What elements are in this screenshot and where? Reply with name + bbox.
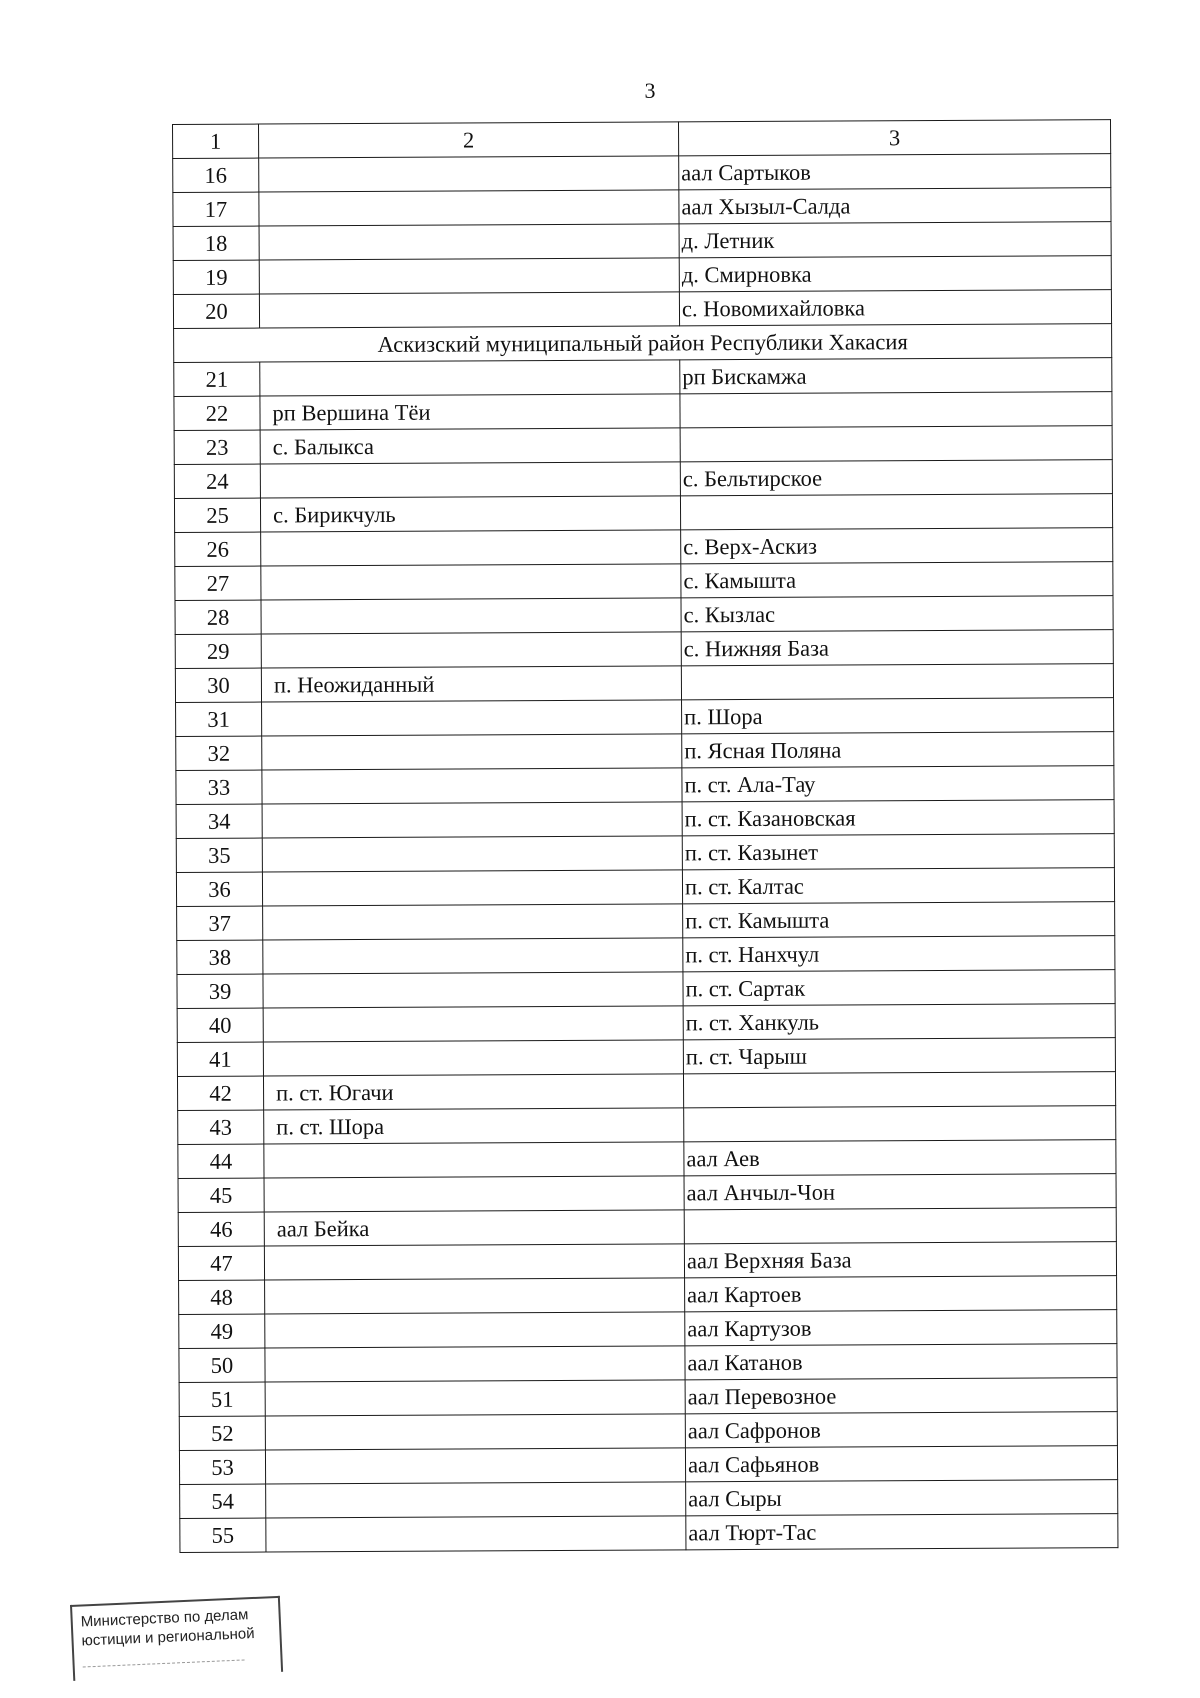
settlement-col2-cell: п. Неожиданный bbox=[261, 666, 681, 702]
row-number-cell: 43 bbox=[178, 1110, 264, 1144]
settlement-col3-cell: п. ст. Нанхчул bbox=[683, 936, 1115, 972]
table-row bbox=[178, 1208, 1116, 1247]
stamp-faint-line bbox=[82, 1649, 244, 1667]
settlement-col2-cell bbox=[263, 972, 683, 1008]
row-number-cell: 32 bbox=[176, 736, 262, 770]
settlement-col2-cell bbox=[265, 1278, 685, 1314]
settlement-col3-cell: с. Кызлас bbox=[681, 596, 1113, 632]
settlement-col3-cell: аал Хызыл-Салда bbox=[679, 188, 1111, 224]
row-number-cell: 45 bbox=[178, 1178, 264, 1212]
row-number-cell: 23 bbox=[174, 430, 260, 464]
table-row bbox=[173, 290, 1111, 329]
table-row bbox=[177, 902, 1115, 941]
settlement-col2-cell bbox=[261, 598, 681, 634]
page-number: 3 bbox=[644, 78, 656, 103]
table-row bbox=[175, 630, 1113, 669]
row-number-cell: 36 bbox=[176, 872, 262, 906]
settlement-col2-cell: с. Бирикчуль bbox=[260, 496, 680, 532]
settlement-col3-cell: с. Верх-Аскиз bbox=[681, 528, 1113, 564]
settlement-col2-cell: аал Бейка bbox=[264, 1210, 684, 1246]
settlement-col2-cell bbox=[265, 1414, 685, 1450]
row-number-cell: 38 bbox=[177, 940, 263, 974]
table-row bbox=[175, 664, 1113, 703]
settlement-col3-cell: п. ст. Казановская bbox=[682, 800, 1114, 836]
settlement-col2-cell bbox=[261, 564, 681, 600]
settlement-col3-cell: аал Перевозное bbox=[685, 1378, 1117, 1414]
row-number-cell: 42 bbox=[177, 1076, 263, 1110]
stamp-line-2: юстиции и региональной bbox=[81, 1624, 255, 1650]
table-row bbox=[174, 392, 1112, 431]
settlement-col3-cell: с. Камышта bbox=[681, 562, 1113, 598]
ministry-stamp bbox=[70, 1596, 283, 1681]
table-row bbox=[179, 1378, 1117, 1417]
row-number-cell: 53 bbox=[179, 1450, 265, 1484]
settlement-col3-cell: п. ст. Калтас bbox=[682, 868, 1114, 904]
table-row bbox=[173, 222, 1111, 261]
settlement-col3-cell: п. Ясная Поляна bbox=[682, 732, 1114, 768]
row-number-cell: 34 bbox=[176, 804, 262, 838]
row-number-cell: 49 bbox=[179, 1314, 265, 1348]
settlement-col2-cell bbox=[262, 734, 682, 770]
table-row bbox=[179, 1310, 1117, 1349]
settlement-col3-cell: п. Шора bbox=[682, 698, 1114, 734]
settlement-col3-cell bbox=[680, 392, 1112, 428]
settlement-col2-cell bbox=[262, 700, 682, 736]
settlement-col2-cell bbox=[266, 1482, 686, 1518]
settlement-col3-cell: п. ст. Сартак bbox=[683, 970, 1115, 1006]
settlement-col2-cell bbox=[259, 292, 679, 328]
table-row bbox=[173, 256, 1111, 295]
table-row bbox=[179, 1412, 1117, 1451]
settlement-col2-cell bbox=[262, 836, 682, 872]
row-number-cell: 20 bbox=[173, 294, 259, 328]
header-cell-2: 2 bbox=[259, 122, 679, 158]
table-row bbox=[177, 970, 1115, 1009]
settlement-col3-cell: д. Смирновка bbox=[679, 256, 1111, 292]
settlement-col3-cell: аал Верхняя База bbox=[684, 1242, 1116, 1278]
table-header-row bbox=[173, 120, 1111, 159]
row-number-cell: 46 bbox=[178, 1212, 264, 1246]
settlement-col2-cell bbox=[263, 938, 683, 974]
settlement-col2-cell bbox=[263, 1006, 683, 1042]
settlement-col3-cell: д. Летник bbox=[679, 222, 1111, 258]
settlement-col2-cell bbox=[263, 1040, 683, 1076]
settlement-col2-cell: п. ст. Югачи bbox=[263, 1074, 683, 1110]
settlement-col3-cell: п. ст. Чарыш bbox=[683, 1038, 1115, 1074]
table-row bbox=[180, 1514, 1118, 1553]
table-row bbox=[174, 494, 1112, 533]
row-number-cell: 55 bbox=[180, 1518, 266, 1552]
settlement-col2-cell bbox=[262, 768, 682, 804]
settlement-col3-cell: п. ст. Ала-Тау bbox=[682, 766, 1114, 802]
table-row bbox=[180, 1480, 1118, 1519]
table-row bbox=[177, 1038, 1115, 1077]
table-row bbox=[175, 596, 1113, 635]
row-number-cell: 25 bbox=[174, 498, 260, 532]
table-row bbox=[176, 698, 1114, 737]
settlement-col2-cell bbox=[259, 258, 679, 294]
settlement-col3-cell: аал Тюрт-Тас bbox=[686, 1514, 1118, 1550]
row-number-cell: 47 bbox=[178, 1246, 264, 1280]
table-row bbox=[176, 766, 1114, 805]
settlement-col2-cell bbox=[264, 1244, 684, 1280]
settlement-col3-cell: аал Сафронов bbox=[685, 1412, 1117, 1448]
row-number-cell: 26 bbox=[175, 532, 261, 566]
settlement-col3-cell bbox=[681, 664, 1113, 700]
settlements-table bbox=[172, 119, 1118, 1553]
row-number-cell: 19 bbox=[173, 260, 259, 294]
settlement-col3-cell: п. ст. Казынет bbox=[682, 834, 1114, 870]
row-number-cell: 29 bbox=[175, 634, 261, 668]
settlement-col3-cell: аал Сартыков bbox=[679, 154, 1111, 190]
settlement-col3-cell: п. ст. Камышта bbox=[683, 902, 1115, 938]
stamp-line-1: Министерство по делам bbox=[80, 1606, 249, 1631]
settlement-col3-cell: аал Сафьянов bbox=[685, 1446, 1117, 1482]
settlement-col3-cell bbox=[683, 1072, 1115, 1108]
settlement-col2-cell bbox=[262, 870, 682, 906]
row-number-cell: 21 bbox=[174, 362, 260, 396]
table-row bbox=[174, 460, 1112, 499]
row-number-cell: 51 bbox=[179, 1382, 265, 1416]
row-number-cell: 39 bbox=[177, 974, 263, 1008]
settlement-col3-cell: с. Новомихайловка bbox=[679, 290, 1111, 326]
table-row bbox=[174, 358, 1112, 397]
header-cell-1: 1 bbox=[173, 124, 259, 158]
settlement-col3-cell: п. ст. Ханкуль bbox=[683, 1004, 1115, 1040]
settlement-col3-cell: аал Картоев bbox=[685, 1276, 1117, 1312]
table-row bbox=[176, 732, 1114, 771]
row-number-cell: 27 bbox=[175, 566, 261, 600]
settlement-col3-cell bbox=[684, 1208, 1116, 1244]
table-row bbox=[175, 562, 1113, 601]
table-row bbox=[177, 936, 1115, 975]
settlement-col3-cell: аал Катанов bbox=[685, 1344, 1117, 1380]
settlement-col3-cell: рп Бискамжа bbox=[680, 358, 1112, 394]
table-body bbox=[173, 120, 1118, 1553]
settlement-col3-cell: с. Бельтирское bbox=[680, 460, 1112, 496]
table-row bbox=[178, 1242, 1116, 1281]
settlement-col3-cell: аал Картузов bbox=[685, 1310, 1117, 1346]
settlement-col2-cell bbox=[264, 1176, 684, 1212]
row-number-cell: 44 bbox=[178, 1144, 264, 1178]
row-number-cell: 17 bbox=[173, 192, 259, 226]
row-number-cell: 33 bbox=[176, 770, 262, 804]
settlement-col2-cell bbox=[260, 462, 680, 498]
table-row bbox=[179, 1344, 1117, 1383]
row-number-cell: 41 bbox=[177, 1042, 263, 1076]
table-row bbox=[173, 188, 1111, 227]
table-row bbox=[178, 1106, 1116, 1145]
settlement-col3-cell bbox=[684, 1106, 1116, 1142]
settlement-col2-cell bbox=[261, 530, 681, 566]
settlement-col2-cell: с. Балыкса bbox=[260, 428, 680, 464]
header-cell-3: 3 bbox=[678, 120, 1110, 156]
row-number-cell: 37 bbox=[177, 906, 263, 940]
table-row bbox=[177, 1072, 1115, 1111]
settlement-col2-cell bbox=[265, 1312, 685, 1348]
settlement-col2-cell: рп Вершина Тёи bbox=[260, 394, 680, 430]
table-row bbox=[173, 154, 1111, 193]
row-number-cell: 24 bbox=[174, 464, 260, 498]
row-number-cell: 35 bbox=[176, 838, 262, 872]
table-row bbox=[177, 1004, 1115, 1043]
table-row bbox=[174, 426, 1112, 465]
table-row bbox=[176, 834, 1114, 873]
settlement-col2-cell: п. ст. Шора bbox=[264, 1108, 684, 1144]
settlement-col2-cell bbox=[264, 1142, 684, 1178]
table-row bbox=[178, 1174, 1116, 1213]
table-row bbox=[176, 868, 1114, 907]
section-title-row bbox=[174, 324, 1112, 363]
settlement-col2-cell bbox=[265, 1380, 685, 1416]
table-row bbox=[179, 1276, 1117, 1315]
table-row bbox=[175, 528, 1113, 567]
row-number-cell: 28 bbox=[175, 600, 261, 634]
settlement-col2-cell bbox=[259, 224, 679, 260]
row-number-cell: 52 bbox=[179, 1416, 265, 1450]
settlement-col2-cell bbox=[259, 190, 679, 226]
table-row bbox=[179, 1446, 1117, 1485]
settlement-col2-cell bbox=[266, 1516, 686, 1552]
row-number-cell: 54 bbox=[180, 1484, 266, 1518]
row-number-cell: 31 bbox=[176, 702, 262, 736]
row-number-cell: 18 bbox=[173, 226, 259, 260]
settlement-col2-cell bbox=[261, 632, 681, 668]
settlement-col2-cell bbox=[265, 1448, 685, 1484]
settlement-col3-cell bbox=[680, 426, 1112, 462]
settlement-col3-cell bbox=[680, 494, 1112, 530]
row-number-cell: 50 bbox=[179, 1348, 265, 1382]
settlement-col3-cell: аал Аев bbox=[684, 1140, 1116, 1176]
row-number-cell: 22 bbox=[174, 396, 260, 430]
section-title: Аскизский муниципальный район Республики Хакасия bbox=[174, 324, 1112, 363]
row-number-cell: 16 bbox=[173, 158, 259, 192]
row-number-cell: 48 bbox=[179, 1280, 265, 1314]
row-number-cell: 30 bbox=[175, 668, 261, 702]
settlement-col2-cell bbox=[259, 156, 679, 192]
settlement-col3-cell: с. Нижняя База bbox=[681, 630, 1113, 666]
settlement-col2-cell bbox=[265, 1346, 685, 1382]
table-row bbox=[176, 800, 1114, 839]
settlement-col2-cell bbox=[262, 802, 682, 838]
settlement-col3-cell: аал Анчыл-Чон bbox=[684, 1174, 1116, 1210]
settlement-col2-cell bbox=[263, 904, 683, 940]
row-number-cell: 40 bbox=[177, 1008, 263, 1042]
settlement-col2-cell bbox=[260, 360, 680, 396]
settlement-col3-cell: аал Сыры bbox=[686, 1480, 1118, 1516]
table-row bbox=[178, 1140, 1116, 1179]
